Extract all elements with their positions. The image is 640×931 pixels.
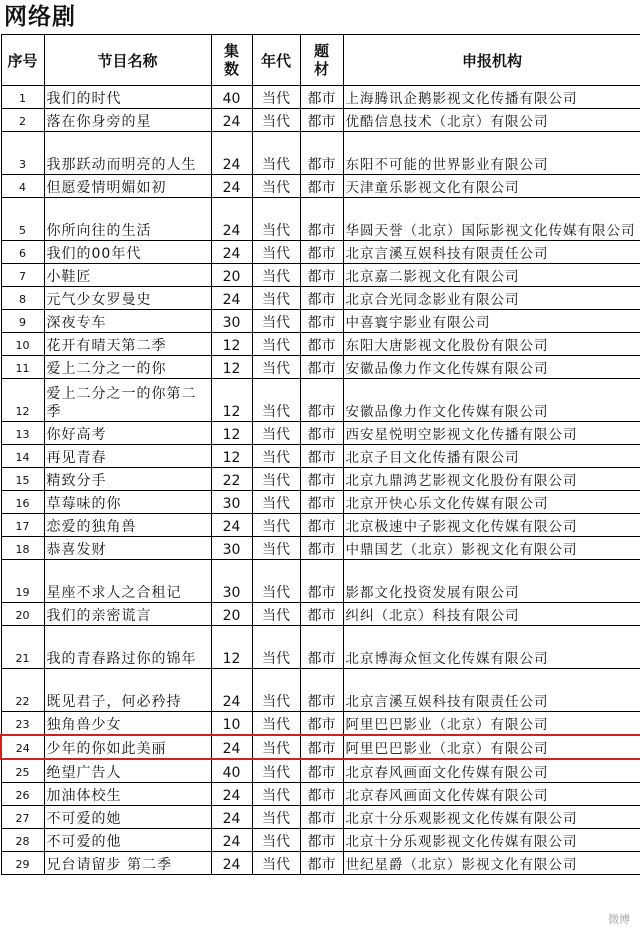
cell-program-name: 绝望广告人 bbox=[44, 759, 211, 783]
cell-org: 北京十分乐观影视文化传媒有限公司 bbox=[343, 806, 640, 829]
cell-num: 16 bbox=[1, 491, 44, 514]
table-row bbox=[1, 491, 640, 514]
cell-program-name: 不可爱的他 bbox=[44, 829, 211, 852]
table-row bbox=[1, 468, 640, 491]
cell-episodes: 24 bbox=[211, 852, 252, 875]
cell-num: 8 bbox=[1, 287, 44, 310]
cell-episodes: 24 bbox=[211, 514, 252, 537]
cell-num: 23 bbox=[1, 712, 44, 736]
cell-genre: 都市 bbox=[300, 783, 343, 806]
table-row bbox=[1, 287, 640, 310]
cell-org: 阿里巴巴影业（北京）有限公司 bbox=[343, 735, 640, 759]
col-header-episodes bbox=[211, 35, 252, 86]
cell-num: 15 bbox=[1, 468, 44, 491]
cell-program-name: 我们的亲密谎言 bbox=[44, 603, 211, 626]
cell-episodes: 22 bbox=[211, 468, 252, 491]
table-row bbox=[1, 852, 640, 875]
cell-program-name: 但愿爱情明媚如初 bbox=[44, 175, 211, 198]
table-row bbox=[1, 560, 640, 603]
cell-era: 当代 bbox=[252, 109, 300, 132]
cell-num: 21 bbox=[1, 626, 44, 669]
cell-org: 优酷信息技术（北京）有限公司 bbox=[343, 109, 640, 132]
cell-genre: 都市 bbox=[300, 86, 343, 109]
col-header-episodes-line2: 数 bbox=[223, 60, 239, 78]
table-row bbox=[1, 175, 640, 198]
cell-era: 当代 bbox=[252, 356, 300, 379]
table-row bbox=[1, 379, 640, 422]
cell-genre: 都市 bbox=[300, 356, 343, 379]
table-row bbox=[1, 626, 640, 669]
table-row bbox=[1, 514, 640, 537]
col-header-num: 序号 bbox=[1, 35, 44, 86]
cell-episodes: 24 bbox=[211, 783, 252, 806]
cell-genre: 都市 bbox=[300, 132, 343, 175]
cell-org: 东阳大唐影视文化股份有限公司 bbox=[343, 333, 640, 356]
cell-era: 当代 bbox=[252, 241, 300, 264]
cell-program-name: 我们的00年代 bbox=[44, 241, 211, 264]
col-header-episodes-line1: 集 bbox=[223, 42, 239, 60]
table-row bbox=[1, 264, 640, 287]
cell-episodes: 30 bbox=[211, 560, 252, 603]
cell-era: 当代 bbox=[252, 806, 300, 829]
cell-num: 28 bbox=[1, 829, 44, 852]
cell-era: 当代 bbox=[252, 669, 300, 712]
cell-era: 当代 bbox=[252, 852, 300, 875]
cell-episodes: 12 bbox=[211, 422, 252, 445]
cell-era: 当代 bbox=[252, 735, 300, 759]
table-row bbox=[1, 712, 640, 736]
cell-program-name: 独角兽少女 bbox=[44, 712, 211, 736]
cell-org: 华圆天誉（北京）国际影视文化传媒有限公司 bbox=[343, 198, 640, 241]
cell-num: 17 bbox=[1, 514, 44, 537]
cell-genre: 都市 bbox=[300, 310, 343, 333]
cell-org: 北京开快心乐文化传媒有限公司 bbox=[343, 491, 640, 514]
cell-num: 3 bbox=[1, 132, 44, 175]
cell-episodes: 10 bbox=[211, 712, 252, 736]
cell-program-name: 兄台请留步 第二季 bbox=[44, 852, 211, 875]
cell-genre: 都市 bbox=[300, 603, 343, 626]
cell-org: 北京春风画面文化传媒有限公司 bbox=[343, 759, 640, 783]
cell-num: 1 bbox=[1, 86, 44, 109]
cell-era: 当代 bbox=[252, 603, 300, 626]
cell-episodes: 24 bbox=[211, 132, 252, 175]
cell-program-name: 不可爱的她 bbox=[44, 806, 211, 829]
cell-episodes: 24 bbox=[211, 109, 252, 132]
cell-program-name: 爱上二分之一的你 bbox=[44, 356, 211, 379]
cell-org: 安徽品像力作文化传媒有限公司 bbox=[343, 379, 640, 422]
cell-num: 14 bbox=[1, 445, 44, 468]
cell-num: 9 bbox=[1, 310, 44, 333]
cell-era: 当代 bbox=[252, 175, 300, 198]
cell-num: 20 bbox=[1, 603, 44, 626]
cell-num: 26 bbox=[1, 783, 44, 806]
cell-program-name: 你好高考 bbox=[44, 422, 211, 445]
cell-era: 当代 bbox=[252, 468, 300, 491]
cell-genre: 都市 bbox=[300, 109, 343, 132]
cell-genre: 都市 bbox=[300, 379, 343, 422]
watermark: 微博 bbox=[608, 913, 630, 926]
cell-era: 当代 bbox=[252, 333, 300, 356]
cell-org: 纠纠（北京）科技有限公司 bbox=[343, 603, 640, 626]
cell-org: 北京言溪互娱科技有限责任公司 bbox=[343, 241, 640, 264]
cell-org: 北京言溪互娱科技有限责任公司 bbox=[343, 669, 640, 712]
cell-episodes: 20 bbox=[211, 603, 252, 626]
cell-genre: 都市 bbox=[300, 829, 343, 852]
cell-genre: 都市 bbox=[300, 806, 343, 829]
table-row bbox=[1, 735, 640, 759]
cell-episodes: 24 bbox=[211, 829, 252, 852]
cell-num: 27 bbox=[1, 806, 44, 829]
cell-org: 阿里巴巴影业（北京）有限公司 bbox=[343, 712, 640, 736]
cell-genre: 都市 bbox=[300, 852, 343, 875]
cell-org: 北京博海众恒文化传媒有限公司 bbox=[343, 626, 640, 669]
cell-num: 13 bbox=[1, 422, 44, 445]
cell-episodes: 24 bbox=[211, 241, 252, 264]
cell-org: 北京嘉二影视文化有限公司 bbox=[343, 264, 640, 287]
cell-era: 当代 bbox=[252, 560, 300, 603]
cell-num: 7 bbox=[1, 264, 44, 287]
cell-program-name: 恋爱的独角兽 bbox=[44, 514, 211, 537]
cell-genre: 都市 bbox=[300, 198, 343, 241]
cell-episodes: 12 bbox=[211, 356, 252, 379]
cell-org: 中鼎国艺（北京）影视文化有限公司 bbox=[343, 537, 640, 560]
cell-episodes: 24 bbox=[211, 198, 252, 241]
col-header-org: 申报机构 bbox=[343, 35, 640, 86]
table-row bbox=[1, 109, 640, 132]
cell-org: 北京春风画面文化传媒有限公司 bbox=[343, 783, 640, 806]
cell-num: 24 bbox=[1, 735, 44, 759]
cell-program-name: 恭喜发财 bbox=[44, 537, 211, 560]
cell-genre: 都市 bbox=[300, 468, 343, 491]
cell-era: 当代 bbox=[252, 198, 300, 241]
table-row bbox=[1, 333, 640, 356]
cell-era: 当代 bbox=[252, 626, 300, 669]
cell-org: 北京十分乐观影视文化传媒有限公司 bbox=[343, 829, 640, 852]
cell-org: 北京合光同念影业有限公司 bbox=[343, 287, 640, 310]
col-header-genre-line1: 题 bbox=[313, 42, 329, 60]
table-row bbox=[1, 445, 640, 468]
cell-num: 6 bbox=[1, 241, 44, 264]
cell-era: 当代 bbox=[252, 537, 300, 560]
cell-org: 天津童乐影视文化有限公司 bbox=[343, 175, 640, 198]
table-row bbox=[1, 806, 640, 829]
cell-era: 当代 bbox=[252, 287, 300, 310]
cell-era: 当代 bbox=[252, 379, 300, 422]
cell-num: 4 bbox=[1, 175, 44, 198]
cell-num: 10 bbox=[1, 333, 44, 356]
cell-episodes: 40 bbox=[211, 759, 252, 783]
cell-era: 当代 bbox=[252, 86, 300, 109]
table-row bbox=[1, 310, 640, 333]
cell-episodes: 24 bbox=[211, 735, 252, 759]
cell-org: 北京子目文化传播有限公司 bbox=[343, 445, 640, 468]
cell-program-name: 落在你身旁的星 bbox=[44, 109, 211, 132]
cell-genre: 都市 bbox=[300, 735, 343, 759]
cell-genre: 都市 bbox=[300, 333, 343, 356]
cell-program-name: 我的青春路过你的锦年 bbox=[44, 626, 211, 669]
cell-num: 29 bbox=[1, 852, 44, 875]
cell-org: 上海腾讯企鹅影视文化传播有限公司 bbox=[343, 86, 640, 109]
col-header-era: 年代 bbox=[252, 35, 300, 86]
table-row bbox=[1, 783, 640, 806]
cell-genre: 都市 bbox=[300, 491, 343, 514]
table-row bbox=[1, 241, 640, 264]
cell-org: 世纪星爵（北京）影视文化有限公司 bbox=[343, 852, 640, 875]
cell-num: 22 bbox=[1, 669, 44, 712]
cell-episodes: 30 bbox=[211, 491, 252, 514]
cell-num: 18 bbox=[1, 537, 44, 560]
table-row bbox=[1, 132, 640, 175]
cell-era: 当代 bbox=[252, 829, 300, 852]
cell-org: 中喜寰宇影业有限公司 bbox=[343, 310, 640, 333]
cell-genre: 都市 bbox=[300, 422, 343, 445]
cell-org: 西安星悦明空影视文化传播有限公司 bbox=[343, 422, 640, 445]
cell-num: 12 bbox=[1, 379, 44, 422]
cell-era: 当代 bbox=[252, 422, 300, 445]
table-row bbox=[1, 86, 640, 109]
cell-era: 当代 bbox=[252, 445, 300, 468]
cell-episodes: 24 bbox=[211, 175, 252, 198]
header-row bbox=[1, 35, 640, 86]
table-row bbox=[1, 537, 640, 560]
cell-genre: 都市 bbox=[300, 626, 343, 669]
cell-program-name: 爱上二分之一的你第二季 bbox=[44, 379, 211, 422]
cell-genre: 都市 bbox=[300, 287, 343, 310]
cell-program-name: 少年的你如此美丽 bbox=[44, 735, 211, 759]
page-title: 网络剧 bbox=[4, 4, 76, 30]
cell-program-name: 精致分手 bbox=[44, 468, 211, 491]
col-header-genre bbox=[300, 35, 343, 86]
table-row bbox=[1, 198, 640, 241]
cell-program-name: 深夜专车 bbox=[44, 310, 211, 333]
cell-episodes: 30 bbox=[211, 310, 252, 333]
cell-genre: 都市 bbox=[300, 241, 343, 264]
cell-episodes: 40 bbox=[211, 86, 252, 109]
cell-era: 当代 bbox=[252, 132, 300, 175]
table-row bbox=[1, 829, 640, 852]
cell-episodes: 30 bbox=[211, 537, 252, 560]
cell-genre: 都市 bbox=[300, 560, 343, 603]
cell-episodes: 12 bbox=[211, 445, 252, 468]
cell-program-name: 我们的时代 bbox=[44, 86, 211, 109]
cell-era: 当代 bbox=[252, 491, 300, 514]
cell-num: 19 bbox=[1, 560, 44, 603]
cell-genre: 都市 bbox=[300, 175, 343, 198]
cell-episodes: 12 bbox=[211, 333, 252, 356]
cell-era: 当代 bbox=[252, 264, 300, 287]
col-header-name: 节目名称 bbox=[44, 35, 211, 86]
cell-genre: 都市 bbox=[300, 537, 343, 560]
cell-program-name: 小鞋匠 bbox=[44, 264, 211, 287]
cell-genre: 都市 bbox=[300, 759, 343, 783]
cell-episodes: 12 bbox=[211, 379, 252, 422]
cell-org: 东阳不可能的世界影业有限公司 bbox=[343, 132, 640, 175]
cell-genre: 都市 bbox=[300, 712, 343, 736]
col-header-genre-line2: 材 bbox=[313, 60, 329, 78]
cell-era: 当代 bbox=[252, 310, 300, 333]
cell-num: 2 bbox=[1, 109, 44, 132]
cell-episodes: 24 bbox=[211, 669, 252, 712]
cell-program-name: 我那跃动而明亮的人生 bbox=[44, 132, 211, 175]
cell-org: 北京极速中子影视文化传媒有限公司 bbox=[343, 514, 640, 537]
cell-episodes: 12 bbox=[211, 626, 252, 669]
cell-era: 当代 bbox=[252, 514, 300, 537]
cell-program-name: 花开有晴天第二季 bbox=[44, 333, 211, 356]
cell-org: 安徽品像力作文化传媒有限公司 bbox=[343, 356, 640, 379]
cell-era: 当代 bbox=[252, 712, 300, 736]
cell-program-name: 草莓味的你 bbox=[44, 491, 211, 514]
cell-program-name: 星座不求人之合租记 bbox=[44, 560, 211, 603]
cell-program-name: 再见青春 bbox=[44, 445, 211, 468]
table-row bbox=[1, 422, 640, 445]
cell-episodes: 24 bbox=[211, 287, 252, 310]
cell-program-name: 既见君子，何必矜持 bbox=[44, 669, 211, 712]
cell-program-name: 元气少女罗曼史 bbox=[44, 287, 211, 310]
program-table bbox=[0, 34, 640, 875]
cell-program-name: 你所向往的生活 bbox=[44, 198, 211, 241]
cell-genre: 都市 bbox=[300, 445, 343, 468]
table-row bbox=[1, 356, 640, 379]
cell-era: 当代 bbox=[252, 759, 300, 783]
cell-episodes: 24 bbox=[211, 806, 252, 829]
table-row bbox=[1, 603, 640, 626]
cell-episodes: 20 bbox=[211, 264, 252, 287]
cell-program-name: 加油体校生 bbox=[44, 783, 211, 806]
cell-org: 北京九鼎鸿艺影视文化股份有限公司 bbox=[343, 468, 640, 491]
table-body bbox=[1, 86, 640, 875]
cell-org: 影都文化投资发展有限公司 bbox=[343, 560, 640, 603]
cell-num: 11 bbox=[1, 356, 44, 379]
table-row bbox=[1, 669, 640, 712]
cell-genre: 都市 bbox=[300, 514, 343, 537]
cell-genre: 都市 bbox=[300, 264, 343, 287]
cell-num: 25 bbox=[1, 759, 44, 783]
cell-num: 5 bbox=[1, 198, 44, 241]
cell-era: 当代 bbox=[252, 783, 300, 806]
table-row bbox=[1, 759, 640, 783]
cell-genre: 都市 bbox=[300, 669, 343, 712]
